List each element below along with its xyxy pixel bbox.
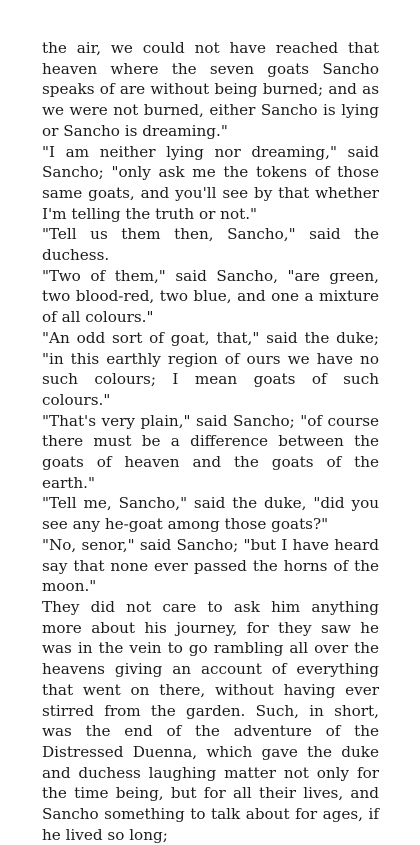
paragraph-4: "Two of them," said Sancho, "are green, two blood-red, two blue, and one a mixture of all colours." bbox=[42, 266, 379, 327]
paragraph-6: "That's very plain," said Sancho; "of course there must be a difference between the goats of heaven and the goats of the earth." bbox=[42, 411, 379, 492]
paragraph-1: the air, we could not have reached that heaven where the seven goats Sancho speaks of are without being burned; and as we were not burned, either Sancho is lying or Sancho is dreaming." bbox=[42, 39, 379, 140]
paragraph-7: "Tell me, Sancho," said the duke, "did you see any he-goat among those goats?" bbox=[42, 494, 379, 534]
paragraph-2: "I am neither lying nor dreaming," said Sancho; "only ask me the tokens of those same goats, and you'll see by that whether I'm telling the truth or not." bbox=[42, 142, 379, 223]
paragraph-8: "No, senor," said Sancho; "but I have heard say that none ever passed the horns of the moon." bbox=[42, 535, 379, 596]
paragraph-3: "Tell us them then, Sancho," said the duchess. bbox=[42, 225, 379, 265]
paragraph-5: "An odd sort of goat, that," said the duke; "in this earthly region of ours we have no such colours; I mean goats of such colours." bbox=[42, 328, 379, 409]
paragraph-9: They did not care to ask him anything more about his journey, for they saw he was in the vein to go rambling all over the heavens giving an account of everything that went on there, without having ever stirred from the garden. Such, in short, was the end of the adventure of the Distressed Duenna, which gave the duke and duchess laughing matter not only for the time being, but for all their lives, and Sancho something to talk about for ages, if he lived so long; bbox=[42, 597, 379, 844]
